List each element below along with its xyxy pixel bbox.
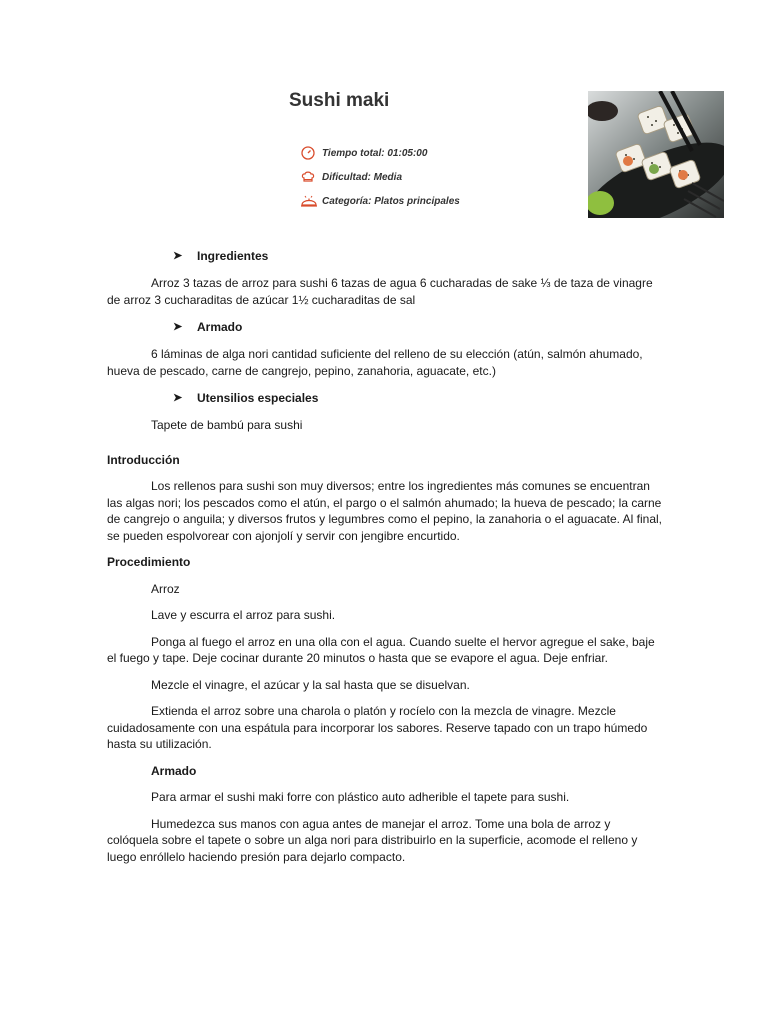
step-armado-2: Humedezca sus manos con agua antes de manejar el arroz. Tome una bola de arroz y colóquela sobre el tapete o sobre un alga nori para distribuirlo en la superficie, acomode el relleno y luego enróllelo haciendo presión para dejarlo compacto. [107,816,638,864]
introduccion-text: Los rellenos para sushi son muy diversos; entre los ingredientes más comunes se encuentran las algas nori; los pescados como el atún, el pargo o el salmón ahumado; la hueva de pescado; la carne de cangrejo o anguila; y diversos frutos y legumbres como el pepino, la zanahoria o el aguacate. Al final, se pueden espolvorear con ajonjolí y servir con jengibre encurtido. [107,479,662,543]
meta-text: Tiempo total: 01:05:00 [322,147,428,159]
meta-text: Dificultad: Media [322,171,403,183]
utensilios-text: Tapete de bambú para sushi [151,418,303,432]
chef-hat-icon [300,169,316,185]
arroz-label: Arroz [151,581,180,596]
section-heading-armado [173,319,663,336]
armado-ingredients-text: 6 láminas de alga nori cantidad suficiente del relleno de su elección (atún, salmón ahumado, hueva de pescado, carne de cangrejo, pepino, zanahoria, aguacate, etc.) [107,347,643,378]
arrow-bullet-icon: ➤ [173,321,183,334]
recipe-meta [300,141,560,213]
armado-label: Armado [151,763,197,778]
step-arroz-3: Mezcle el vinagre, el azúcar y la sal hasta que se disuelvan. [151,677,470,692]
heading-text: Armado [197,320,243,335]
introduccion-heading: Introducción [107,452,180,467]
step-arroz-1: Lave y escurra el arroz para sushi. [151,608,336,622]
arrow-bullet-icon: ➤ [173,250,183,263]
step-arroz-4: Extienda el arroz sobre una charola o platón y rocíelo con la mezcla de vinagre. Mezcle cuidadosamente con una espátula para incorporar los sabores. Reserve tapado con un trapo húmedo hasta su utilización. [107,704,648,751]
ingredientes-text: Arroz 3 tazas de arroz para sushi 6 tazas de agua 6 cucharadas de sake ⅓ de taza de vinagre de arroz 3 cucharaditas de azúcar 1½ cucharaditas de sal [107,276,653,307]
sushi-photo [588,91,724,218]
arrow-bullet-icon: ➤ [173,392,183,405]
meta-text: Categoría: Platos principales [322,195,460,207]
recipe-title: Sushi maki [289,90,390,111]
heading-text: Utensilios especiales [197,391,319,406]
meta-category [300,189,560,213]
section-heading-ingredientes [173,248,663,265]
step-arroz-2: Ponga al fuego el arroz en una olla con el agua. Cuando suelte el hervor agregue el sake, baje el fuego y tape. Deje cocinar durante 20 minutos o hasta que se evapore el agua. Deje enfriar. [107,634,655,665]
meta-total-time [300,141,560,165]
dish-icon [300,193,316,209]
section-heading-utensilios [173,390,663,407]
recipe-body [107,248,663,865]
clock-icon [300,145,316,161]
step-armado-1: Para armar el sushi maki forre con plástico auto adherible el tapete para sushi. [151,790,570,804]
procedimiento-heading: Procedimiento [107,555,191,569]
heading-text: Ingredientes [197,249,269,264]
meta-difficulty [300,165,560,189]
